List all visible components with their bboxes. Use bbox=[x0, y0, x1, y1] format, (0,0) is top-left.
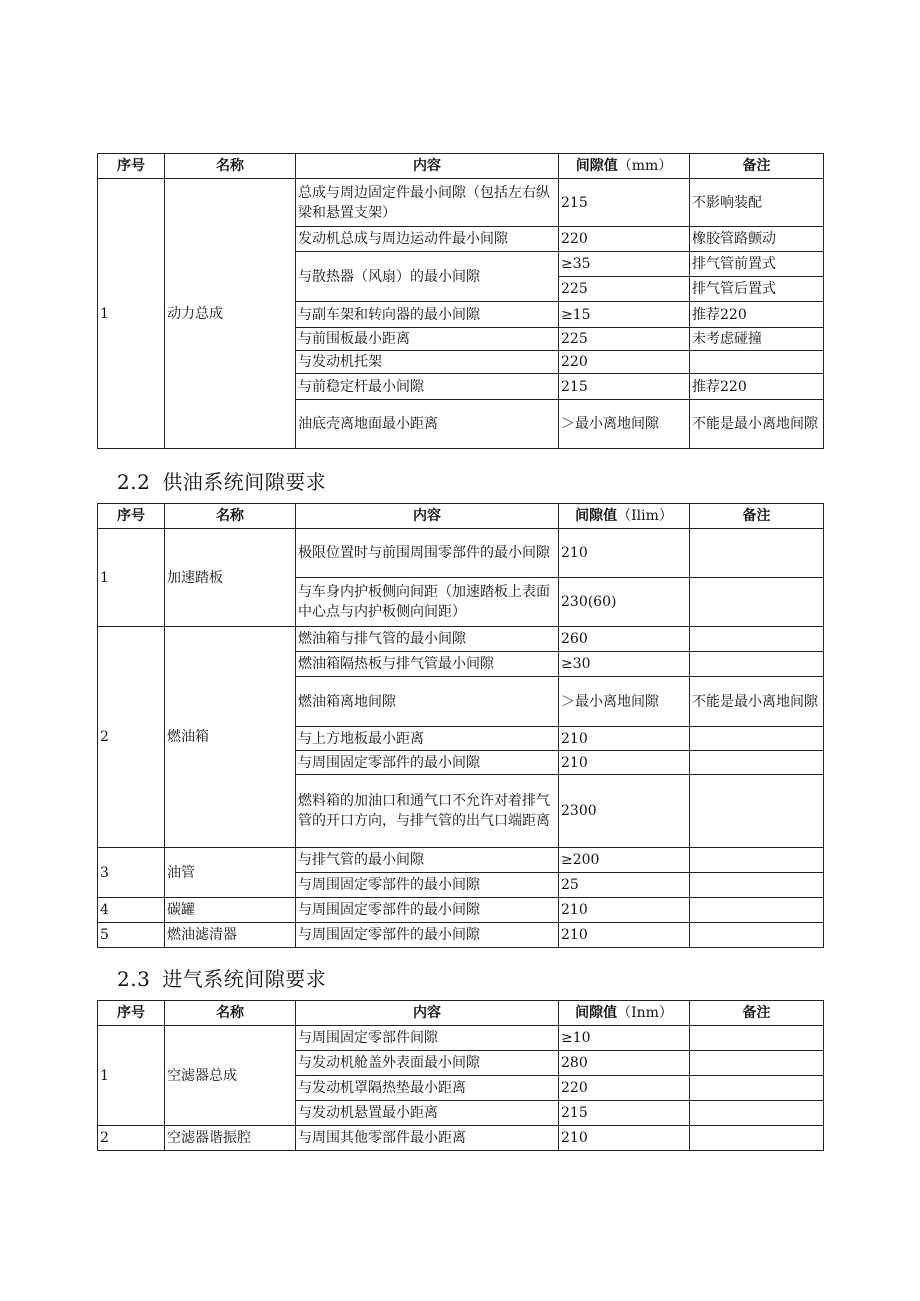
row-value: 210 bbox=[559, 923, 690, 948]
row-content: 与发动机悬置最小距离 bbox=[296, 1101, 559, 1126]
intake-system-clearance-table bbox=[97, 1000, 824, 1151]
row-value: 210 bbox=[559, 727, 690, 751]
table-row bbox=[98, 898, 824, 923]
row-note: 橡胶管路颤动 bbox=[690, 227, 824, 252]
row-value: ≥200 bbox=[559, 848, 690, 873]
row-value: 25 bbox=[559, 873, 690, 898]
powertrain-clearance-table bbox=[97, 153, 824, 449]
row-note: 不能是最小离地间隙 bbox=[690, 400, 824, 449]
row-value: 210 bbox=[559, 751, 690, 775]
row-value: 225 bbox=[559, 277, 690, 302]
header-content: 内容 bbox=[296, 504, 559, 529]
row-value: 210 bbox=[559, 898, 690, 923]
header-value-label: 间隙值 bbox=[575, 158, 618, 174]
row-note bbox=[690, 848, 824, 873]
row-value: 220 bbox=[559, 1076, 690, 1101]
row-note: 推荐220 bbox=[690, 302, 824, 328]
row-content: 油底壳离地面最小距离 bbox=[296, 400, 559, 449]
row-value: 225 bbox=[559, 328, 690, 351]
table-header-row bbox=[98, 154, 824, 179]
row-note bbox=[690, 1051, 824, 1076]
header-name: 名称 bbox=[165, 504, 296, 529]
row-note: 排气管后置式 bbox=[690, 277, 824, 302]
header-note: 备注 bbox=[690, 1001, 824, 1026]
header-value-label: 间隙值 bbox=[575, 1005, 618, 1021]
header-name: 名称 bbox=[165, 154, 296, 179]
table-row bbox=[98, 529, 824, 578]
section-title: 供油系统间隙要求 bbox=[162, 470, 327, 494]
row-value: ≥10 bbox=[559, 1026, 690, 1051]
row-value: 280 bbox=[559, 1051, 690, 1076]
row-name: 燃油箱 bbox=[165, 627, 296, 848]
section-title: 进气系统间隙要求 bbox=[162, 967, 327, 991]
row-content: 与副车架和转向器的最小间隙 bbox=[296, 302, 559, 328]
row-note bbox=[690, 1101, 824, 1126]
header-value bbox=[559, 504, 690, 529]
section-number: 2.2 bbox=[117, 470, 151, 494]
row-content: 发动机总成与周边运动件最小间隙 bbox=[296, 227, 559, 252]
row-no: 4 bbox=[98, 898, 165, 923]
row-note bbox=[690, 751, 824, 775]
row-note bbox=[690, 898, 824, 923]
row-value: 230(60) bbox=[559, 578, 690, 627]
row-note bbox=[690, 1076, 824, 1101]
row-no: 2 bbox=[98, 1126, 165, 1151]
header-content: 内容 bbox=[296, 154, 559, 179]
header-value-unit: （Ilim） bbox=[617, 508, 673, 524]
row-value: 260 bbox=[559, 627, 690, 652]
header-name: 名称 bbox=[165, 1001, 296, 1026]
header-note: 备注 bbox=[690, 504, 824, 529]
row-content: 燃油箱与排气管的最小间隙 bbox=[296, 627, 559, 652]
row-note: 排气管前置式 bbox=[690, 252, 824, 277]
row-content: 极限位置时与前围周围零部件的最小间隙 bbox=[296, 529, 559, 578]
row-content: 与发动机托架 bbox=[296, 351, 559, 374]
row-content: 与周围固定零部件的最小间隙 bbox=[296, 923, 559, 948]
header-content: 内容 bbox=[296, 1001, 559, 1026]
header-value bbox=[559, 1001, 690, 1026]
row-content: 与发动机舱盖外表面最小间隙 bbox=[296, 1051, 559, 1076]
row-name: 空滤器谐振腔 bbox=[165, 1126, 296, 1151]
table-row bbox=[98, 1126, 824, 1151]
fuel-system-clearance-table bbox=[97, 503, 824, 948]
row-value: 215 bbox=[559, 1101, 690, 1126]
header-no: 序号 bbox=[98, 1001, 165, 1026]
row-name: 碳罐 bbox=[165, 898, 296, 923]
row-content: 与上方地板最小距离 bbox=[296, 727, 559, 751]
row-value: 220 bbox=[559, 227, 690, 252]
row-value: 2300 bbox=[559, 775, 690, 848]
row-no: 3 bbox=[98, 848, 165, 898]
header-note: 备注 bbox=[690, 154, 824, 179]
row-content: 与周围固定零部件的最小间隙 bbox=[296, 873, 559, 898]
row-value: ＞最小离地间隙 bbox=[559, 400, 690, 449]
section-number: 2.3 bbox=[117, 967, 151, 991]
table-row bbox=[98, 179, 824, 227]
row-note: 不影响装配 bbox=[690, 179, 824, 227]
row-note: 不能是最小离地间隙 bbox=[690, 677, 824, 727]
row-value: ≥15 bbox=[559, 302, 690, 328]
row-no: 1 bbox=[98, 1026, 165, 1126]
section-heading-intake-system bbox=[117, 963, 326, 992]
row-content: 燃油箱隔热板与排气管最小间隙 bbox=[296, 652, 559, 677]
row-name: 动力总成 bbox=[165, 179, 296, 449]
section-heading-fuel-system bbox=[117, 466, 326, 495]
row-content: 总成与周边固定件最小间隙（包括左右纵梁和悬置支架） bbox=[296, 179, 559, 227]
row-value: 210 bbox=[559, 529, 690, 578]
row-content: 与周围其他零部件最小距离 bbox=[296, 1126, 559, 1151]
table-header-row bbox=[98, 504, 824, 529]
row-note bbox=[690, 529, 824, 578]
row-value: 220 bbox=[559, 351, 690, 374]
row-no: 1 bbox=[98, 179, 165, 449]
table-row bbox=[98, 848, 824, 873]
row-note bbox=[690, 727, 824, 751]
row-note bbox=[690, 775, 824, 848]
row-content: 与前围板最小距离 bbox=[296, 328, 559, 351]
row-content: 与前稳定杆最小间隙 bbox=[296, 374, 559, 400]
header-no: 序号 bbox=[98, 154, 165, 179]
row-note bbox=[690, 652, 824, 677]
row-value: 210 bbox=[559, 1126, 690, 1151]
header-value-label: 间隙值 bbox=[575, 508, 618, 524]
row-no: 5 bbox=[98, 923, 165, 948]
header-value bbox=[559, 154, 690, 179]
row-value: ＞最小离地间隙 bbox=[559, 677, 690, 727]
row-value: ≥35 bbox=[559, 252, 690, 277]
row-note: 未考虑碰撞 bbox=[690, 328, 824, 351]
table-header-row bbox=[98, 1001, 824, 1026]
row-content: 燃油箱离地间隙 bbox=[296, 677, 559, 727]
row-name: 油管 bbox=[165, 848, 296, 898]
row-note bbox=[690, 351, 824, 374]
header-value-unit: （mm） bbox=[617, 158, 673, 174]
row-no: 1 bbox=[98, 529, 165, 627]
row-no: 2 bbox=[98, 627, 165, 848]
row-content: 燃料箱的加油口和通气口不允许对着排气管的开口方向，与排气管的出气口端距离 bbox=[296, 775, 559, 848]
row-content: 与周围固定零部件的最小间隙 bbox=[296, 751, 559, 775]
row-note bbox=[690, 578, 824, 627]
row-content: 与车身内护板侧向间距（加速踏板上表面中心点与内护板侧向间距） bbox=[296, 578, 559, 627]
row-note: 推荐220 bbox=[690, 374, 824, 400]
row-value: ≥30 bbox=[559, 652, 690, 677]
row-content: 与周围固定零部件间隙 bbox=[296, 1026, 559, 1051]
row-content: 与发动机罩隔热垫最小距离 bbox=[296, 1076, 559, 1101]
row-note bbox=[690, 1126, 824, 1151]
table-row bbox=[98, 923, 824, 948]
row-note bbox=[690, 873, 824, 898]
header-value-unit: （Inm） bbox=[617, 1005, 673, 1021]
row-name: 燃油滤清器 bbox=[165, 923, 296, 948]
row-value: 215 bbox=[559, 179, 690, 227]
table-row bbox=[98, 1026, 824, 1051]
row-content: 与周围固定零部件的最小间隙 bbox=[296, 898, 559, 923]
row-note bbox=[690, 627, 824, 652]
header-no: 序号 bbox=[98, 504, 165, 529]
row-name: 空滤器总成 bbox=[165, 1026, 296, 1126]
row-name: 加速踏板 bbox=[165, 529, 296, 627]
row-content: 与散热器（风扇）的最小间隙 bbox=[296, 252, 559, 302]
table-row bbox=[98, 627, 824, 652]
row-note bbox=[690, 1026, 824, 1051]
row-content: 与排气管的最小间隙 bbox=[296, 848, 559, 873]
row-value: 215 bbox=[559, 374, 690, 400]
row-note bbox=[690, 923, 824, 948]
